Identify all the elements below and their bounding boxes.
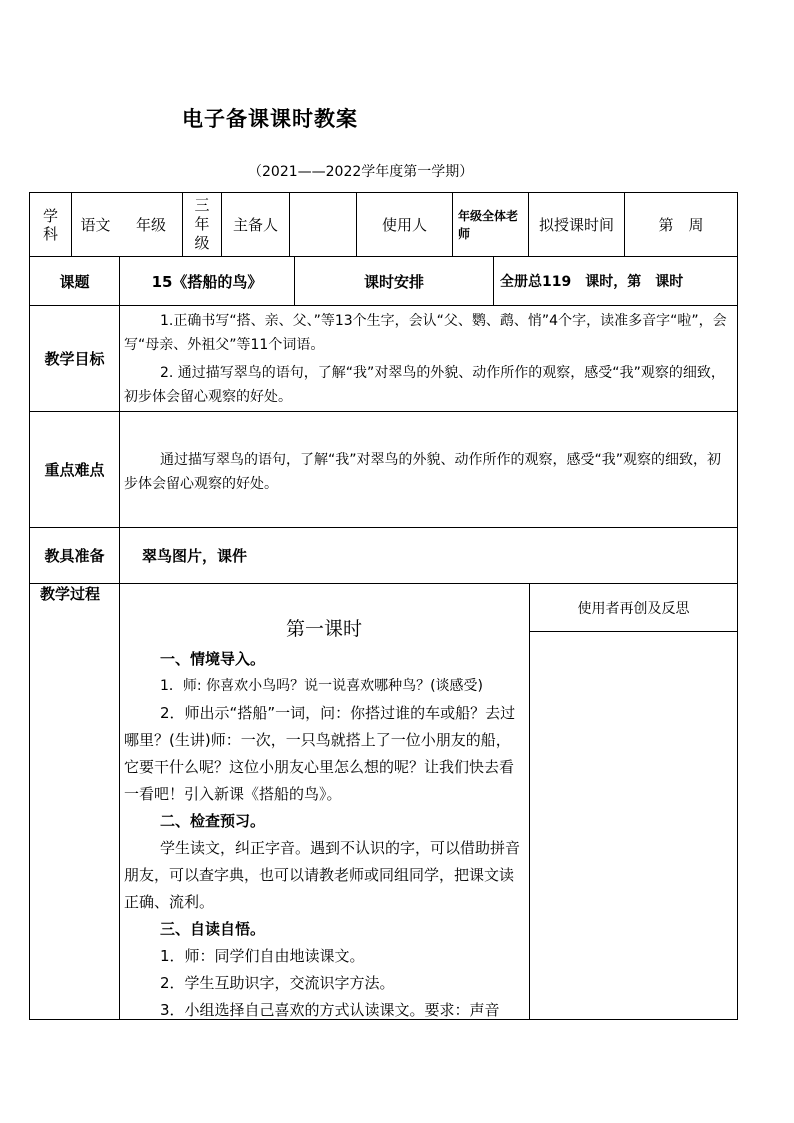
materials-text: 翠鸟图片，课件 <box>142 547 248 565</box>
section-2-heading: 二、检查预习。 <box>160 812 266 830</box>
goals-paragraph-2: 2. 通过描写翠鸟的语句，了解“我”对翠鸟的外貌、动作所作的观察，感受“我”观察的细致，初步体会留心观察的好处。 <box>124 365 725 405</box>
goals-label: 教学目标 <box>44 350 105 368</box>
subject-label: 学科 <box>42 206 58 243</box>
grade-label: 年级 <box>135 216 166 234</box>
lesson-title: 第一课时 <box>285 618 362 640</box>
reflection-header: 使用者再创及反思 <box>577 600 690 617</box>
section-3-item-2: 2．学生互助识字，交流识字方法。 <box>160 974 395 992</box>
teach-time-label: 拟授课时间 <box>538 216 614 234</box>
schedule-value: 全册总119 课时，第 课时 <box>500 274 684 290</box>
user-value: 年级全体老师 <box>458 208 519 241</box>
goals-paragraph-1: 1.正确书写“搭、亲、父、”等13个生字，会认“父、鹦、鹉、悄”4个字，读准多音字“啦”，会写“母亲、外祖父”等11个词语。 <box>124 313 727 353</box>
subject-value: 语文 <box>80 216 111 234</box>
section-3-heading: 三、自读自悟。 <box>160 920 266 938</box>
week-text: 第 周 <box>658 216 704 234</box>
user-label: 使用人 <box>381 216 427 234</box>
key-points-text: 通过描写翠鸟的语句，了解“我”对翠鸟的外貌、动作所作的观察，感受“我”观察的细致，初步体会留心观察的好处。 <box>124 452 722 492</box>
section-1-heading: 一、情境导入。 <box>160 650 266 668</box>
grade-value: 三年级 <box>194 196 210 252</box>
topic-label: 课题 <box>59 272 90 291</box>
preparer-label: 主备人 <box>232 216 278 234</box>
topic-value: 15《搭船的鸟》 <box>151 272 263 291</box>
section-3-item-1: 1．师：同学们自由地读课文。 <box>160 947 365 965</box>
materials-label: 教具准备 <box>44 547 105 565</box>
key-points-label: 重点难点 <box>44 461 105 479</box>
document-subtitle: （2021——2022学年度第一学期） <box>248 164 474 180</box>
schedule-label: 课时安排 <box>363 272 424 291</box>
preparer-value <box>290 193 356 256</box>
section-1-item-2: 2．师出示“搭船”一词，问：你搭过谁的车或船？去过哪里？(生讲)师：一次，一只鸟就搭上了一位小朋友的船，它要干什么呢？这位小朋友心里怎么想的呢？让我们快去看一看吧！引入新课《搭船的鸟》。 <box>124 704 516 803</box>
lesson-content <box>124 612 524 1024</box>
section-3-item-3: 3．小组选择自己喜欢的方式认读课文。要求：声音 <box>160 1001 500 1019</box>
section-1-item-1: 1．师: 你喜欢小鸟吗？说一说喜欢哪种鸟？(谈感受) <box>160 678 483 694</box>
section-2-text: 学生读文，纠正字音。遇到不认识的字，可以借助拼音朋友，可以查字典，也可以请教老师或同组同学，把课文读正确、流利。 <box>124 839 521 911</box>
document-title: 电子备课课时教案 <box>182 107 358 131</box>
process-label: 教学过程 <box>40 585 101 603</box>
